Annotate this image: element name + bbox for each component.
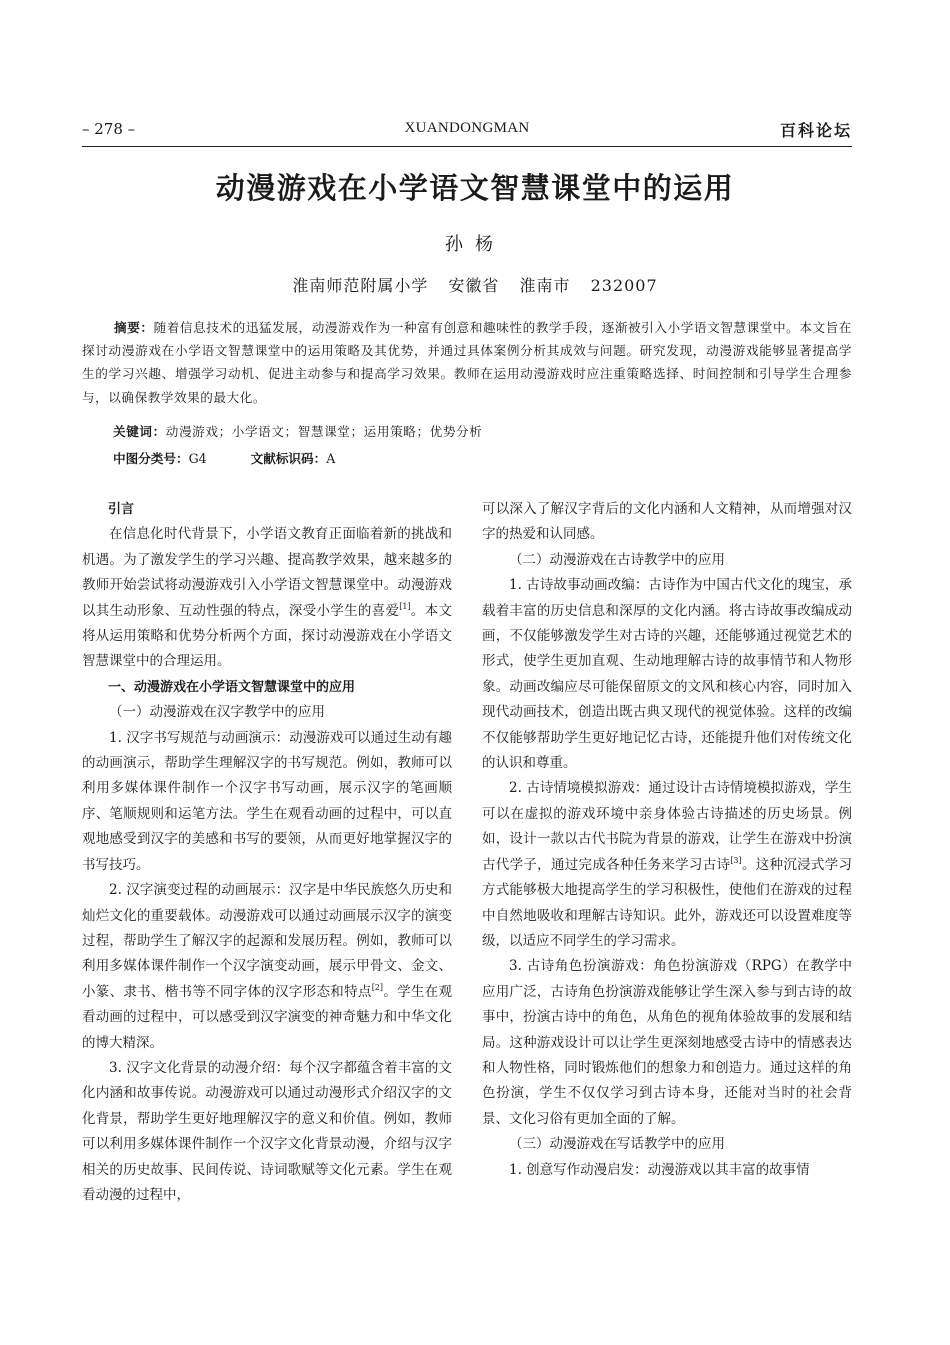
header-rule — [82, 146, 852, 147]
author-name: 孙杨 — [445, 234, 505, 255]
paragraph-hanzi-evolution: 2. 汉字演变过程的动画展示：汉字是中华民族悠久历史和灿烂文化的重要载体。动漫游戏可以通过动画展示汉字的演变过程，帮助学生了解汉字的起源和发展历程。例如，教师可以利用多媒体课件制作一个汉字演变动画，展示甲骨文、金文、小篆、隶书、楷书等不同字体的汉字形态和特点[2]。学生在观看动画的过程中，可以感受到汉字演变的神奇魅力和中华文化的博大精深。 — [82, 882, 453, 1051]
paragraph-creative-writing: 1. 创意写作动漫启发：动漫游戏以其丰富的故事情 — [509, 1161, 810, 1178]
doc-code-label: 文献标识码： — [250, 451, 327, 466]
intro-paragraph: 在信息化时代背景下，小学语文教育正面临着新的挑战和机遇。为了激发学生的学习兴趣、提高教学效果，越来越多的教师开始尝试将动漫游戏引入小学语文智慧课堂中。动漫游戏以其生动形象、互动性强的特点，深受小学生的喜爱[1]。本文将从运用策略和优势分析两个方面，探讨动漫游戏在小学语文智慧课堂中的合理运用。 — [82, 526, 453, 670]
subsection-2-heading: （二）动漫游戏在古诗教学中的应用 — [509, 551, 725, 568]
keywords-label: 关键词： — [113, 424, 166, 439]
clc-label: 中图分类号： — [113, 451, 189, 466]
subsection-1-heading: （一）动漫游戏在汉字教学中的应用 — [109, 704, 325, 721]
paragraph-hanzi-writing: 1. 汉字书写规范与动画演示：动漫游戏可以通过生动有趣的动画演示，帮助学生理解汉字的书写规范。例如，教师可以利用多媒体课件制作一个汉字书写动画，展示汉字的笔画顺序、笔顺规则和运笔方法。学生在观看动画的过程中，可以直观地感受到汉字的美感和书写的要领，从而更好地掌握汉字的书写技巧。 — [82, 729, 452, 873]
clc-value: G4 — [188, 451, 207, 466]
article-title: 动漫游戏在小学语文智慧课堂中的运用 — [215, 171, 735, 205]
keywords — [113, 421, 482, 440]
section-name: 百科论坛 — [779, 121, 852, 140]
page-number: – 278 – — [82, 120, 136, 138]
paragraph-hanzi-culture-cont: 可以深入了解汉字背后的文化内涵和人文精神，从而增强对汉字的热爱和认同感。 — [482, 501, 852, 543]
section-1-heading: 一、动漫游戏在小学语文智慧课堂中的应用 — [108, 679, 356, 695]
body-column-right — [482, 497, 852, 1183]
abstract-label: 摘要： — [114, 320, 154, 335]
paragraph-poem-animation: 1. 古诗故事动画改编：古诗作为中国古代文化的瑰宝，承载着丰富的历史信息和深厚的文化内涵。将古诗故事改编成动画，不仅能够激发学生对古诗的兴趣，还能够通过视觉艺术的形式，使学生更加直观、生动地理解古诗的故事情节和人物形象。动画改编应尽可能保留原文的文风和核心内容，同时加入现代动画技术，创造出既古典又现代的视觉体验。这样的改编不仅能够帮助学生更好地记忆古诗，还能提升他们对传统文化的认识和尊重。 — [482, 577, 852, 772]
author-affiliation: 淮南师范附属小学 安徽省 淮南市 232007 — [292, 276, 658, 295]
abstract — [82, 316, 852, 409]
reference-1: [1] — [399, 601, 411, 611]
running-header — [82, 118, 852, 142]
body-column-left — [82, 497, 452, 1208]
abstract-text: 随着信息技术的迅猛发展，动漫游戏作为一种富有创意和趣味性的教学手段，逐渐被引入小学语文智慧课堂中。本文旨在探讨动漫游戏在小学语文智慧课堂中的运用策略及其优势，并通过具体案例分析其成效与问题。研究发现，动漫游戏能够显著提高学生的学习兴趣、增强学习动机、促进主动参与和提高学习效果。教师在运用动漫游戏时应注重策略选择、时间控制和引导学生合理参与，以确保教学效果的最大化。 — [82, 320, 852, 405]
paragraph-hanzi-culture: 3. 汉字文化背景的动漫介绍：每个汉字都蕴含着丰富的文化内涵和故事传说。动漫游戏可以通过动漫形式介绍汉字的文化背景，帮助学生更好地理解汉字的意义和价值。例如，教师可以利用多媒体课件制作一个汉字文化背景动漫，介绍与汉字相关的历史故事、民间传说、诗词歌赋等文化元素。学生在观看动漫的过程中， — [82, 1059, 452, 1203]
reference-3: [3] — [730, 855, 742, 865]
classification — [113, 448, 335, 467]
keywords-text: 动漫游戏；小学语文；智慧课堂；运用策略；优势分析 — [165, 424, 483, 439]
subsection-3-heading: （三）动漫游戏在写话教学中的应用 — [509, 1136, 725, 1153]
reference-2: [2] — [371, 982, 384, 992]
magazine-name: XUANDONGMAN — [404, 120, 530, 136]
intro-heading: 引言 — [108, 502, 135, 517]
paragraph-poem-roleplay: 3. 古诗角色扮演游戏：角色扮演游戏（RPG）在教学中应用广泛，古诗角色扮演游戏能够让学生深入参与到古诗的故事中，扮演古诗中的角色，从角色的视角体验故事的发展和结局。这种游戏设计可以让学生更深刻地感受古诗中的情感表达和人物性格，同时锻炼他们的想象力和创造力。通过这样的角色扮演，学生不仅仅学习到古诗本身，还能对当时的社会背景、文化习俗有更加全面的了解。 — [482, 958, 852, 1127]
paragraph-poem-simulation: 2. 古诗情境模拟游戏：通过设计古诗情境模拟游戏，学生可以在虚拟的游戏环境中亲身体验古诗描述的历史场景。例如，设计一款以古代书院为背景的游戏，让学生在游戏中扮演古代学子，通过完成各种任务来学习古诗[3]。这种沉浸式学习方式能够极大地提高学生的学习积极性，使他们在游戏的过程中自然地吸收和理解古诗知识。此外，游戏还可以设置难度等级，以适应不同学生的学习需求。 — [482, 780, 853, 949]
doc-code-value: A — [326, 451, 336, 466]
